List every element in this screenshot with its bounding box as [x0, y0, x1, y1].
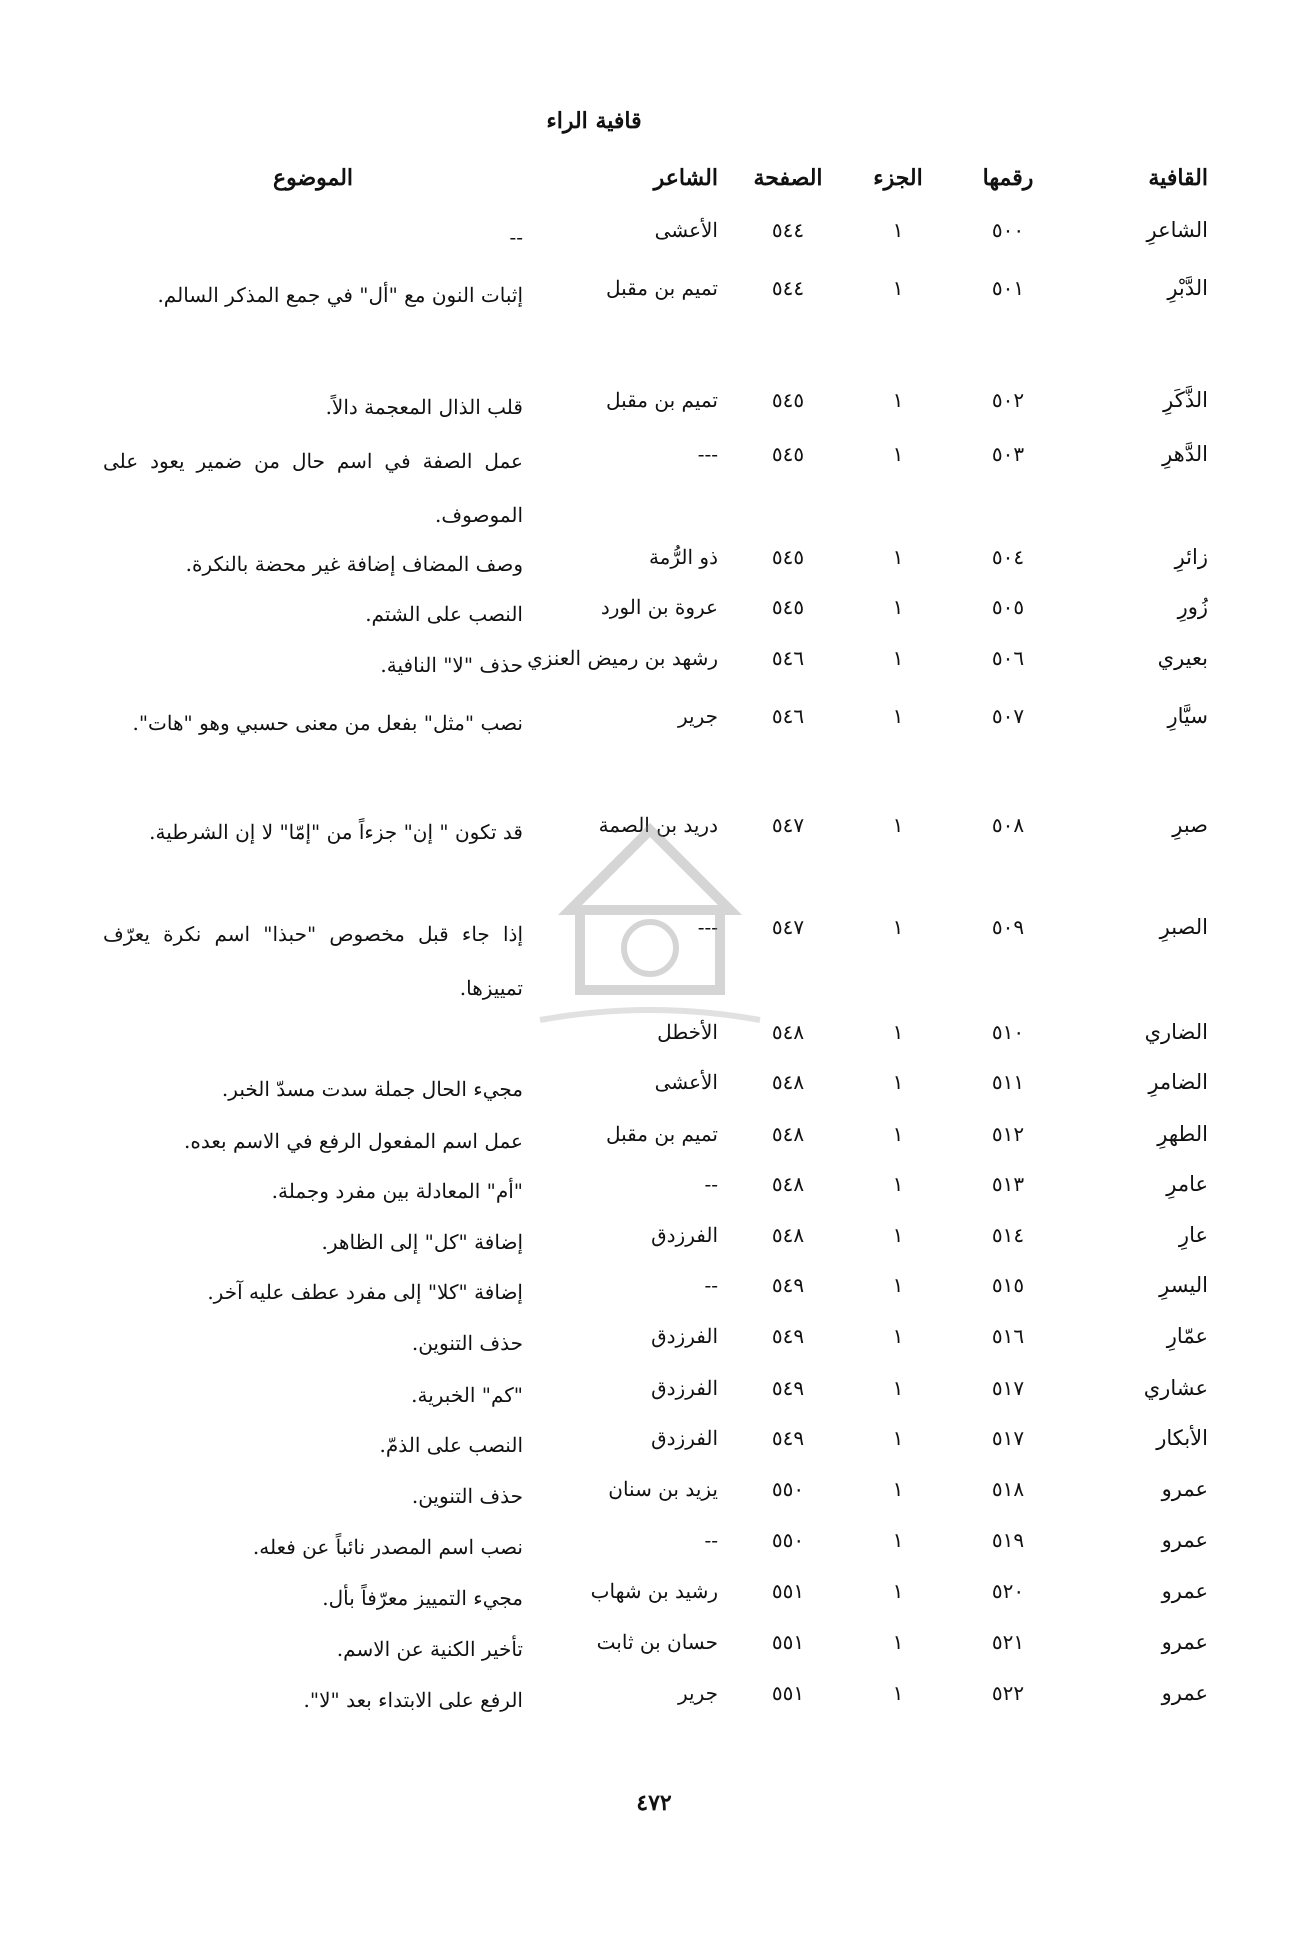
cell-topic: "أم" المعادلة بين مفرد وجملة. — [271, 1179, 523, 1203]
cell-poet: الفرزدق — [651, 1426, 718, 1450]
cell-number: ٥٠٣ — [991, 442, 1025, 466]
cell-number: ٥١٦ — [991, 1324, 1025, 1348]
table-row — [0, 1520, 1308, 1560]
header-page: الصفحة — [753, 165, 823, 191]
cell-topic: حذف "لا" النافية. — [380, 653, 523, 677]
cell-topic: قد تكون " إن" جزءاً من "إمّا" لا إن الشرطية. — [149, 820, 523, 844]
cell-page: ٥٤٩ — [771, 1426, 805, 1450]
cell-page: ٥٤٨ — [771, 1223, 805, 1247]
cell-poet: تميم بن مقبل — [606, 1122, 718, 1146]
table-row — [0, 587, 1308, 627]
cell-part: ١ — [892, 1273, 904, 1297]
cell-number: ٥٢٠ — [991, 1579, 1025, 1603]
cell-topic: إثبات النون مع "أل" في جمع المذكر السالم. — [157, 283, 523, 307]
cell-number: ٥١٩ — [991, 1528, 1025, 1552]
cell-number: ٥٠٨ — [991, 813, 1025, 837]
cell-page: ٥٥١ — [771, 1630, 805, 1654]
cell-number: ٥١٤ — [991, 1223, 1025, 1247]
cell-rhyme: الضاري — [1144, 1020, 1208, 1044]
cell-number: ٥٠٤ — [991, 545, 1025, 569]
cell-topic: نصب "مثل" بفعل من معنى حسبي وهو "هات". — [132, 711, 523, 735]
cell-rhyme: عارِ — [1178, 1223, 1208, 1247]
cell-number: ٥٠٧ — [991, 704, 1025, 728]
cell-poet: جرير — [678, 1681, 718, 1705]
cell-part: ١ — [892, 1630, 904, 1654]
cell-page: ٥٤٤ — [771, 276, 805, 300]
table-row — [0, 380, 1308, 420]
cell-poet: رشهد بن رميض العنزي — [527, 646, 718, 670]
cell-poet: الفرزدق — [651, 1324, 718, 1348]
cell-rhyme: عمرو — [1161, 1681, 1208, 1705]
cell-rhyme: عمرو — [1161, 1477, 1208, 1501]
cell-part: ١ — [892, 388, 904, 412]
cell-number: ٥١١ — [991, 1070, 1025, 1094]
cell-part: ١ — [892, 1426, 904, 1450]
cell-page: ٥٤٩ — [771, 1324, 805, 1348]
cell-number: ٥٠٢ — [991, 388, 1025, 412]
cell-rhyme: عمرو — [1161, 1630, 1208, 1654]
cell-page: ٥٤٧ — [771, 813, 805, 837]
cell-part: ١ — [892, 704, 904, 728]
table-row — [0, 1418, 1308, 1458]
cell-rhyme: بعيري — [1157, 646, 1208, 670]
cell-poet: الأخطل — [657, 1020, 718, 1044]
cell-topic: نصب اسم المصدر نائباً عن فعله. — [252, 1535, 523, 1559]
cell-part: ١ — [892, 218, 904, 242]
cell-part: ١ — [892, 1122, 904, 1146]
cell-part: ١ — [892, 1579, 904, 1603]
cell-poet: عروة بن الورد — [600, 595, 718, 619]
cell-number: ٥١٣ — [991, 1172, 1025, 1196]
cell-rhyme: عشاري — [1143, 1376, 1208, 1400]
cell-topic: الرفع على الابتداء بعد "لا". — [303, 1688, 523, 1712]
cell-part: ١ — [892, 1324, 904, 1348]
cell-part: ١ — [892, 1376, 904, 1400]
cell-number: ٥١٧ — [991, 1376, 1025, 1400]
cell-number: ٥١٧ — [991, 1426, 1025, 1450]
cell-topic: النصب على الشتم. — [365, 602, 523, 626]
cell-page: ٥٤٥ — [771, 545, 805, 569]
table-row — [0, 1368, 1308, 1408]
cell-part: ١ — [892, 646, 904, 670]
cell-poet: دريد بن الصمة — [598, 813, 718, 837]
cell-part: ١ — [892, 1223, 904, 1247]
cell-rhyme: زُورِ — [1177, 595, 1208, 619]
table-row — [0, 1114, 1308, 1154]
cell-rhyme: الضامرِ — [1148, 1070, 1208, 1094]
cell-number: ٥١٢ — [991, 1122, 1025, 1146]
cell-poet: الأعشى — [654, 1070, 718, 1094]
table-row — [0, 1215, 1308, 1255]
cell-poet: حسان بن ثابت — [596, 1630, 718, 1654]
table-row — [0, 268, 1308, 308]
cell-topic: إضافة "كل" إلى الظاهر. — [321, 1230, 523, 1254]
cell-number: ٥١٥ — [991, 1273, 1025, 1297]
cell-part: ١ — [892, 442, 904, 466]
cell-page: ٥٤٩ — [771, 1376, 805, 1400]
cell-page: ٥٤٦ — [771, 646, 805, 670]
cell-rhyme: زائرِ — [1174, 545, 1208, 569]
table-row — [0, 696, 1308, 736]
cell-rhyme: اليسرِ — [1159, 1273, 1208, 1297]
cell-number: ٥٢١ — [991, 1630, 1025, 1654]
cell-topic: قلب الذال المعجمة دالاً. — [325, 395, 523, 419]
cell-poet: يزيد بن سنان — [608, 1477, 718, 1501]
cell-rhyme: صبرِ — [1172, 813, 1208, 837]
cell-rhyme: الصبرِ — [1159, 915, 1208, 939]
cell-part: ١ — [892, 1681, 904, 1705]
cell-page: ٥٤٥ — [771, 595, 805, 619]
table-row — [0, 1622, 1308, 1662]
cell-page: ٥٤٧ — [771, 915, 805, 939]
section-title: قافية الراء — [546, 108, 642, 134]
cell-topic: عمل الصفة في اسم حال من ضمير يعود على الموصوف. — [103, 449, 523, 527]
cell-number: ٥٠٦ — [991, 646, 1025, 670]
cell-part: ١ — [892, 813, 904, 837]
table-row — [0, 638, 1308, 678]
cell-number: ٥١٠ — [991, 1020, 1025, 1044]
cell-page: ٥٥١ — [771, 1681, 805, 1705]
cell-poet: جرير — [678, 704, 718, 728]
cell-page: ٥٤٩ — [771, 1273, 805, 1297]
cell-number: ٥٠٥ — [991, 595, 1025, 619]
table-row — [0, 1062, 1308, 1102]
cell-rhyme: عامرِ — [1166, 1172, 1208, 1196]
cell-page: ٥٤٥ — [771, 388, 805, 412]
cell-topic: تأخير الكنية عن الاسم. — [336, 1637, 523, 1661]
table-row — [0, 1469, 1308, 1509]
library-seal-watermark — [520, 820, 780, 1040]
cell-topic: حذف التنوين. — [411, 1331, 523, 1355]
cell-page: ٥٥١ — [771, 1579, 805, 1603]
cell-topic: مجيء التمييز معرّفاً بأل. — [322, 1586, 523, 1610]
cell-page: ٥٤٥ — [771, 442, 805, 466]
cell-part: ١ — [892, 1477, 904, 1501]
cell-number: ٥٠٩ — [991, 915, 1025, 939]
cell-part: ١ — [892, 1172, 904, 1196]
header-number: رقمها — [982, 165, 1034, 191]
cell-rhyme: سيَّارِ — [1167, 704, 1208, 728]
cell-topic: إضافة "كلا" إلى مفرد عطف عليه آخر. — [207, 1280, 523, 1304]
cell-number: ٥٠١ — [991, 276, 1025, 300]
cell-poet: الفرزدق — [651, 1376, 718, 1400]
cell-rhyme: الذَّكَرِ — [1163, 388, 1208, 412]
cell-topic: عمل اسم المفعول الرفع في الاسم بعده. — [184, 1129, 523, 1153]
cell-poet: تميم بن مقبل — [606, 388, 718, 412]
table-header — [0, 158, 1308, 198]
table-row — [0, 210, 1308, 250]
cell-part: ١ — [892, 1020, 904, 1044]
cell-number: ٥٠٠ — [991, 218, 1025, 242]
header-rhyme: القافية — [1148, 165, 1208, 191]
cell-page: ٥٤٨ — [771, 1020, 805, 1044]
cell-number: ٥٢٢ — [991, 1681, 1025, 1705]
cell-topic: مجيء الحال جملة سدت مسدّ الخبر. — [221, 1077, 523, 1101]
cell-poet: ذو الرُّمة — [648, 545, 718, 569]
cell-topic: إذا جاء قبل مخصوص "حبذا" اسم نكرة يعرّف تمييزها. — [103, 922, 523, 1000]
cell-poet: --- — [697, 915, 718, 939]
table-row — [0, 537, 1308, 577]
cell-page: ٥٤٤ — [771, 218, 805, 242]
cell-part: ١ — [892, 915, 904, 939]
cell-topic: "كم" الخبرية. — [411, 1383, 523, 1407]
page-number: ٤٧٢ — [636, 1790, 672, 1816]
cell-page: ٥٤٨ — [771, 1172, 805, 1196]
cell-rhyme: الشاعرِ — [1146, 218, 1208, 242]
cell-poet: تميم بن مقبل — [606, 276, 718, 300]
cell-part: ١ — [892, 1070, 904, 1094]
header-topic: الموضوع — [272, 165, 354, 191]
cell-poet: الفرزدق — [651, 1223, 718, 1247]
cell-number: ٥١٨ — [991, 1477, 1025, 1501]
cell-rhyme: الدَّبْرِ — [1167, 276, 1208, 300]
cell-topic: -- — [509, 225, 523, 249]
cell-rhyme: عمّارِ — [1166, 1324, 1208, 1348]
cell-page: ٥٤٦ — [771, 704, 805, 728]
header-poet: الشاعر — [653, 165, 718, 191]
cell-page: ٥٥٠ — [771, 1528, 805, 1552]
table-row — [0, 1673, 1308, 1713]
cell-poet: -- — [704, 1528, 718, 1552]
table-row — [0, 1265, 1308, 1305]
cell-poet: الأعشى — [654, 218, 718, 242]
cell-rhyme: الطهرِ — [1157, 1122, 1208, 1146]
table-row — [0, 434, 1308, 527]
cell-topic: حذف التنوين. — [411, 1484, 523, 1508]
table-row — [0, 1571, 1308, 1611]
cell-rhyme: عمرو — [1161, 1579, 1208, 1603]
cell-rhyme: الأبكار — [1156, 1426, 1208, 1450]
cell-part: ١ — [892, 545, 904, 569]
cell-rhyme: الدَّهرِ — [1162, 442, 1208, 466]
cell-poet: -- — [704, 1273, 718, 1297]
table-row — [0, 1316, 1308, 1356]
cell-part: ١ — [892, 276, 904, 300]
cell-topic: وصف المضاف إضافة غير محضة بالنكرة. — [185, 552, 523, 576]
cell-rhyme: عمرو — [1161, 1528, 1208, 1552]
cell-page: ٥٥٠ — [771, 1477, 805, 1501]
cell-page: ٥٤٨ — [771, 1070, 805, 1094]
cell-poet: رشيد بن شهاب — [590, 1579, 718, 1603]
cell-part: ١ — [892, 595, 904, 619]
cell-page: ٥٤٨ — [771, 1122, 805, 1146]
header-part: الجزء — [873, 165, 923, 191]
cell-poet: -- — [704, 1172, 718, 1196]
table-row — [0, 1164, 1308, 1204]
cell-topic: النصب على الذمّ. — [379, 1433, 523, 1457]
cell-poet: --- — [697, 442, 718, 466]
cell-part: ١ — [892, 1528, 904, 1552]
